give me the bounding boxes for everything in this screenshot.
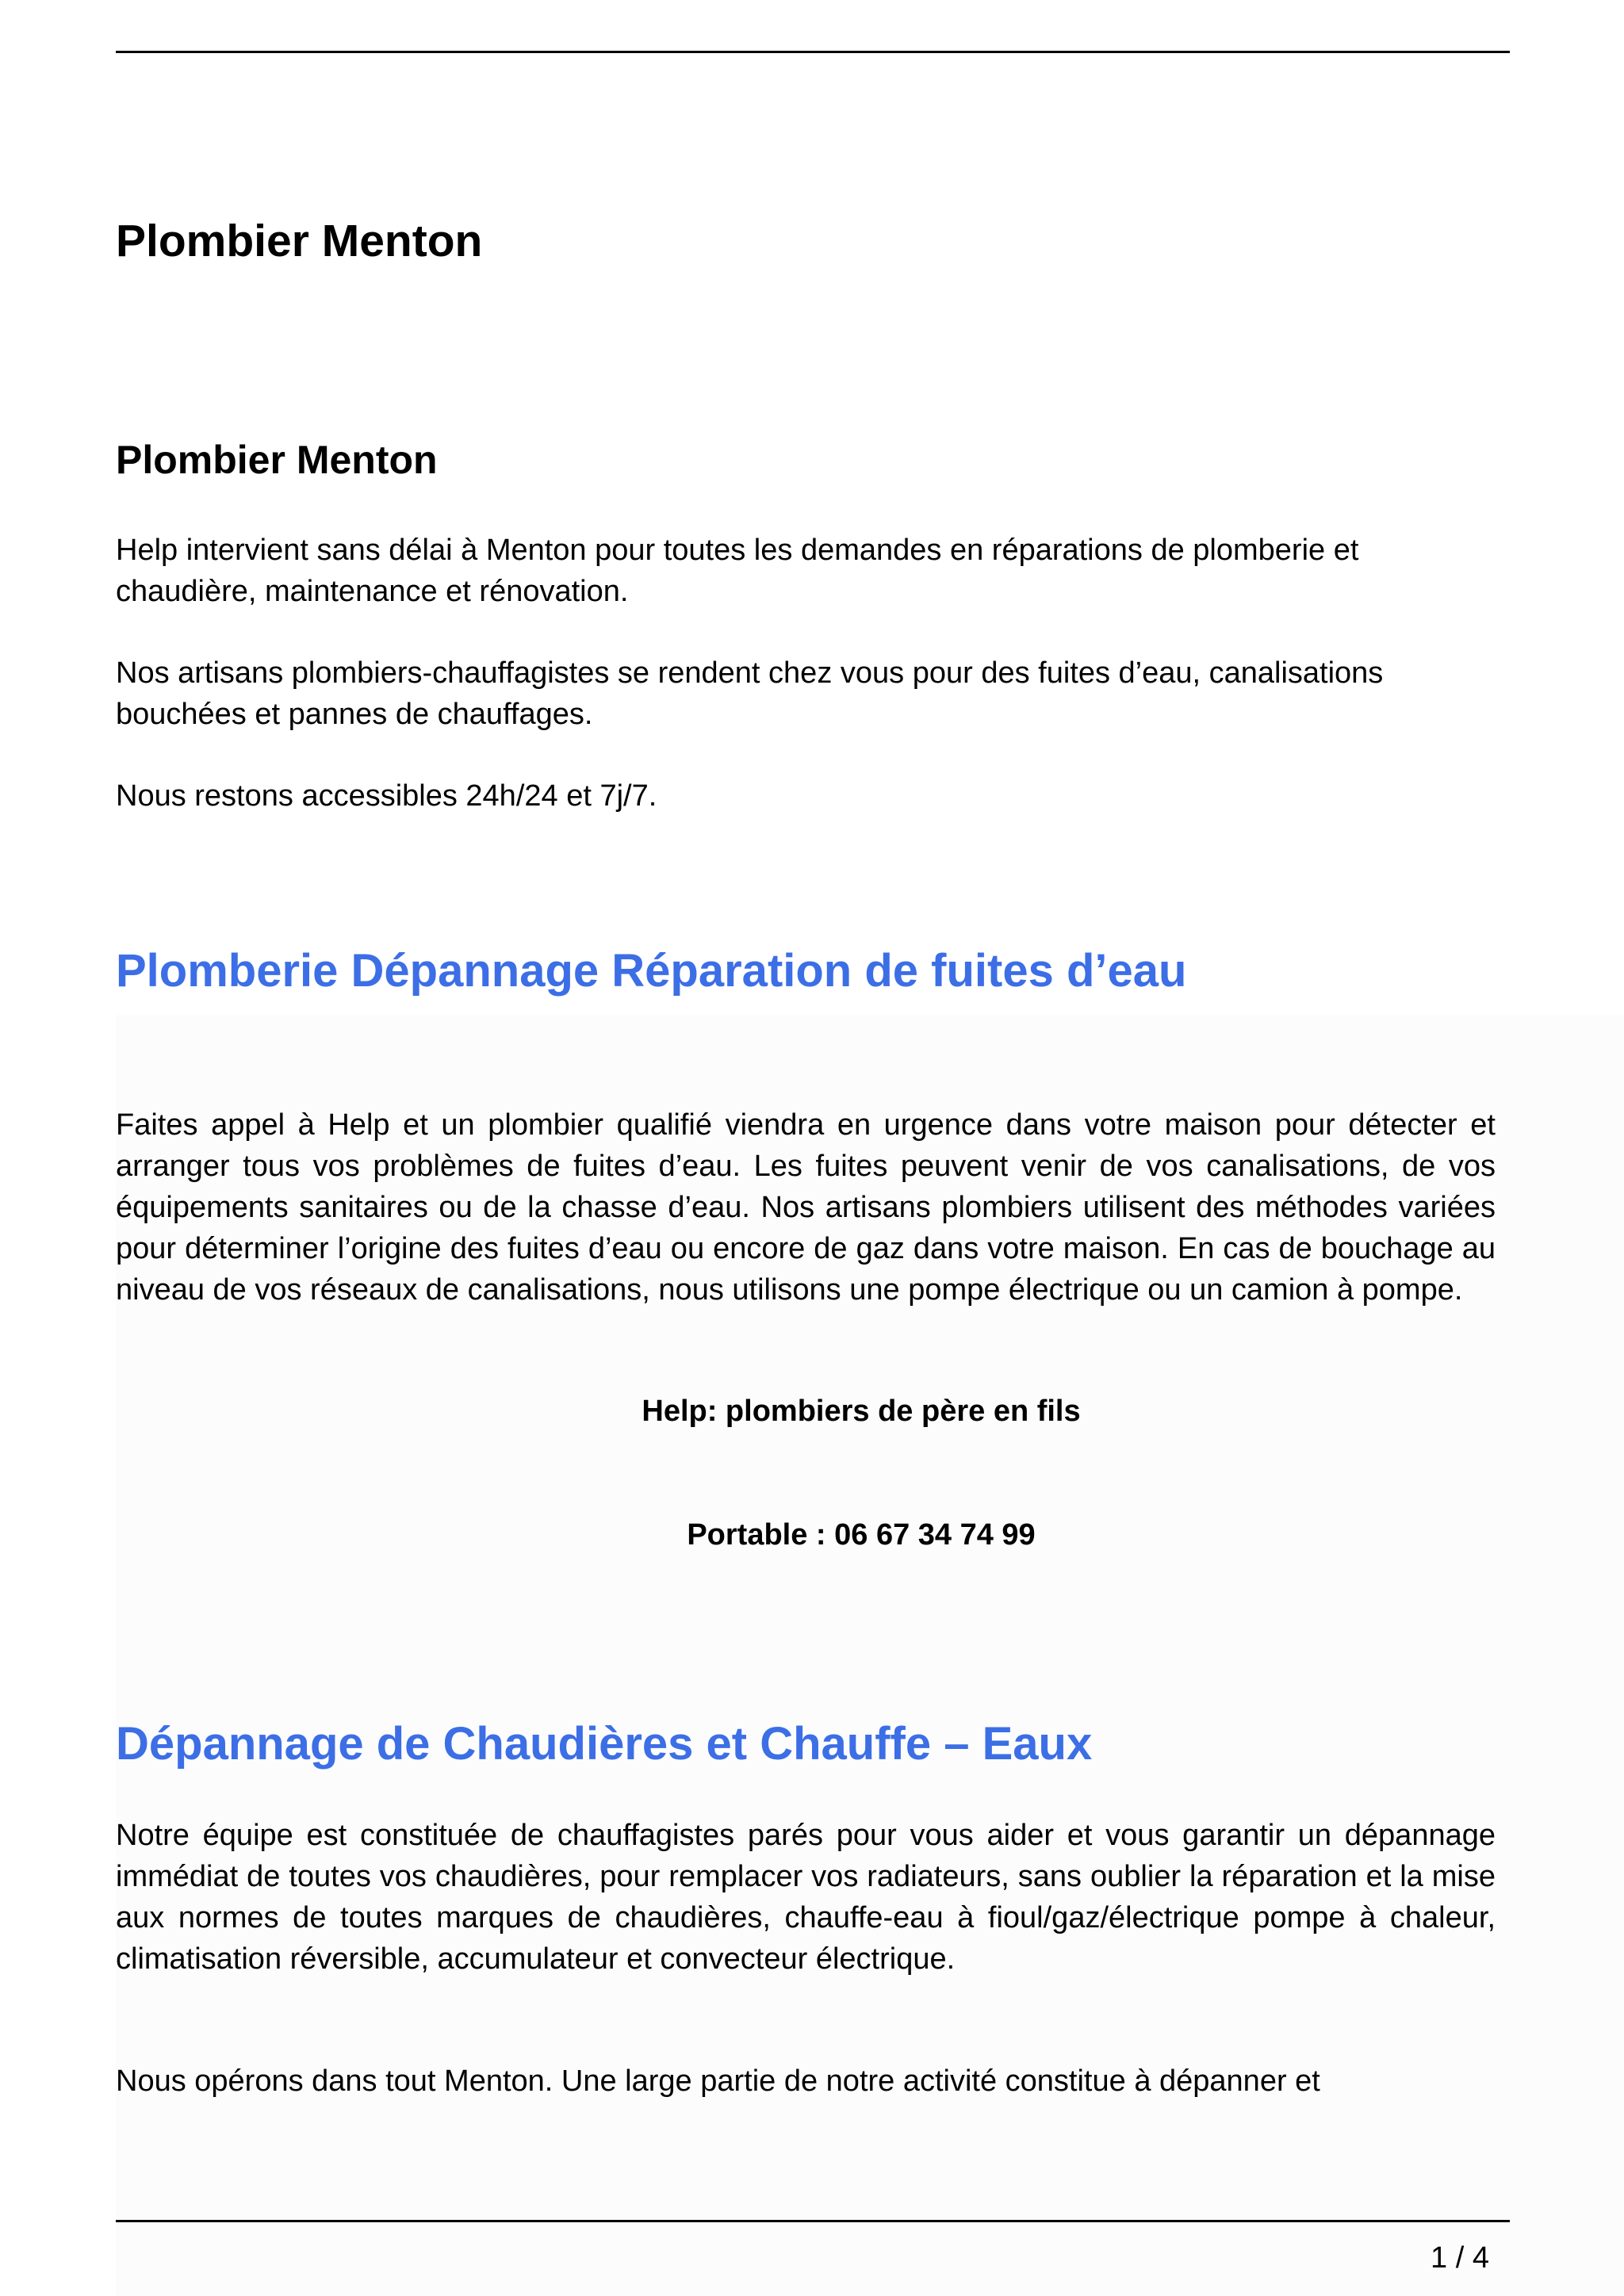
page-number: 1 / 4 — [1431, 2241, 1489, 2275]
intro-paragraph-2: Nos artisans plombiers-chauffagistes se rendent chez vous pour des fuites d’eau, canalisations bouchées et pannes de chauffages. — [116, 656, 1384, 731]
header-rule — [116, 51, 1510, 53]
boilers-paragraph-1: Notre équipe est constituée de chauffagistes parés pour vous aider et vous garantir un dépannage immédiat de toutes vos chaudières, pour remplacer vos radiateurs, sans oublier la réparation et la mise aux normes de toutes marques de chaudières, chauffe-eau à fioul/gaz/électrique pompe à chaleur, climatisation réversible, accumulateur et convecteur électrique. — [116, 1819, 1496, 1976]
page-title: Plombier Menton — [116, 216, 483, 266]
intro-paragraph-3: Nous restons accessibles 24h/24 et 7j/7. — [116, 779, 657, 813]
footer-rule — [116, 2220, 1510, 2222]
boilers-heading: Dépannage de Chaudières et Chauffe – Eaux — [116, 1718, 1093, 1770]
leaks-heading: Plomberie Dépannage Réparation de fuites d’eau — [116, 945, 1187, 997]
intro-paragraph-1: Help intervient sans délai à Menton pour toutes les demandes en réparations de plomberie et chaudière, maintenance et rénovation. — [116, 534, 1359, 608]
boilers-paragraph-2: Nous opérons dans tout Menton. Une large partie de notre activité constitue à dépanner et — [116, 2064, 1320, 2098]
phone-number: Portable : 06 67 34 74 99 — [687, 1518, 1036, 1552]
leaks-paragraph: Faites appel à Help et un plombier qualifié viendra en urgence dans votre maison pour détecter et arranger tous vos problèmes de fuites d’eau. Les fuites peuvent venir de vos canalisations, de vos équipements sanitaires ou de la chasse d’eau. Nos artisans plombiers utilisent des méthodes variées pour déterminer l’origine des fuites d’eau ou encore de gaz dans votre maison. En cas de bouchage au niveau de vos réseaux de canalisations, nous utilisons une pompe électrique ou un camion à pompe. — [116, 1108, 1496, 1307]
intro-heading: Plombier Menton — [116, 438, 438, 482]
tagline: Help: plombiers de père en fils — [642, 1395, 1081, 1428]
